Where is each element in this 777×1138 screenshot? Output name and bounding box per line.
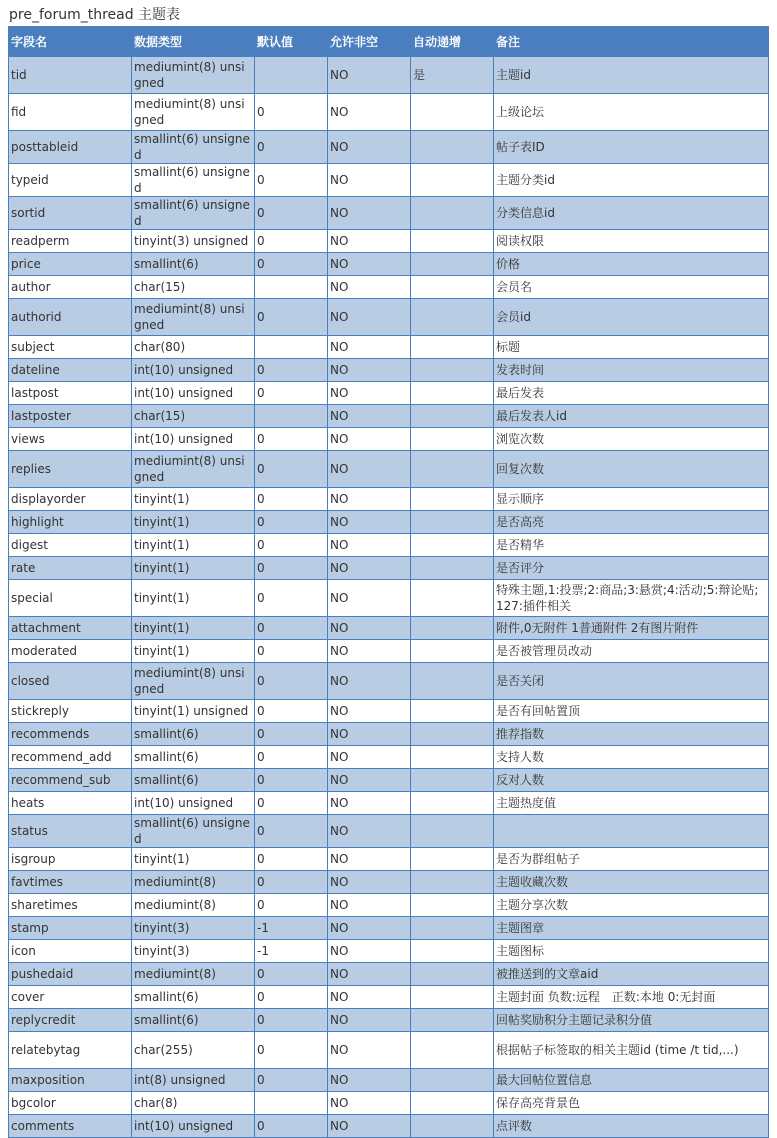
cell-comment: 分类信息id	[494, 197, 769, 230]
document	[8, 0, 768, 1138]
cell-comment: 主题热度值	[494, 792, 769, 815]
cell-field-name: digest	[9, 534, 132, 557]
cell-default: 0	[255, 197, 328, 230]
header-default: 默认值	[255, 27, 328, 57]
cell-comment: 是否关闭	[494, 663, 769, 700]
cell-data-type: smallint(6) unsigned	[132, 815, 255, 848]
cell-default: 0	[255, 792, 328, 815]
cell-comment: 主题分类id	[494, 164, 769, 197]
header-field-name: 字段名	[9, 27, 132, 57]
cell-comment: 是否被管理员改动	[494, 640, 769, 663]
header-data-type: 数据类型	[132, 27, 255, 57]
cell-data-type: tinyint(3)	[132, 940, 255, 963]
cell-data-type: smallint(6) unsigned	[132, 131, 255, 164]
cell-field-name: dateline	[9, 359, 132, 382]
cell-auto-increment	[411, 917, 494, 940]
cell-auto-increment	[411, 94, 494, 131]
cell-default	[255, 405, 328, 428]
cell-nullable: NO	[328, 488, 411, 511]
cell-auto-increment	[411, 253, 494, 276]
cell-comment: 价格	[494, 253, 769, 276]
cell-field-name: favtimes	[9, 871, 132, 894]
cell-data-type: int(10) unsigned	[132, 792, 255, 815]
table-row	[9, 336, 769, 359]
cell-auto-increment	[411, 894, 494, 917]
cell-auto-increment	[411, 451, 494, 488]
cell-data-type: tinyint(3) unsigned	[132, 230, 255, 253]
cell-default: 0	[255, 815, 328, 848]
cell-data-type: smallint(6)	[132, 253, 255, 276]
cell-nullable: NO	[328, 557, 411, 580]
cell-auto-increment	[411, 640, 494, 663]
table-row	[9, 1032, 769, 1069]
cell-field-name: status	[9, 815, 132, 848]
cell-auto-increment	[411, 336, 494, 359]
cell-comment: 特殊主题,1:投票;2:商品;3:悬赏;4:活动;5:辩论贴;127:插件相关	[494, 580, 769, 617]
cell-data-type: int(10) unsigned	[132, 382, 255, 405]
cell-auto-increment	[411, 230, 494, 253]
cell-data-type: smallint(6) unsigned	[132, 164, 255, 197]
table-row	[9, 428, 769, 451]
cell-comment: 保存高亮背景色	[494, 1092, 769, 1115]
cell-nullable: NO	[328, 580, 411, 617]
cell-comment: 帖子表ID	[494, 131, 769, 164]
table-row	[9, 617, 769, 640]
cell-auto-increment	[411, 792, 494, 815]
cell-data-type: char(80)	[132, 336, 255, 359]
table-row	[9, 382, 769, 405]
cell-nullable: NO	[328, 617, 411, 640]
table-row	[9, 640, 769, 663]
table-row	[9, 746, 769, 769]
cell-comment: 点评数	[494, 1115, 769, 1138]
cell-default: 0	[255, 359, 328, 382]
cell-nullable: NO	[328, 769, 411, 792]
cell-default	[255, 276, 328, 299]
cell-comment: 上级论坛	[494, 94, 769, 131]
cell-auto-increment	[411, 940, 494, 963]
table-row	[9, 848, 769, 871]
cell-nullable: NO	[328, 792, 411, 815]
cell-comment: 根据帖子标签取的相关主题id (time /t tid,...)	[494, 1032, 769, 1069]
cell-auto-increment	[411, 1069, 494, 1092]
table-row	[9, 1115, 769, 1138]
cell-nullable: NO	[328, 663, 411, 700]
cell-auto-increment	[411, 963, 494, 986]
cell-comment: 主题图标	[494, 940, 769, 963]
cell-default: 0	[255, 723, 328, 746]
cell-comment: 显示顺序	[494, 488, 769, 511]
cell-nullable: NO	[328, 746, 411, 769]
cell-data-type: mediumint(8)	[132, 963, 255, 986]
header-nullable: 允许非空	[328, 27, 411, 57]
cell-nullable: NO	[328, 94, 411, 131]
table-row	[9, 405, 769, 428]
cell-default: 0	[255, 557, 328, 580]
cell-auto-increment	[411, 871, 494, 894]
cell-field-name: icon	[9, 940, 132, 963]
table-row	[9, 131, 769, 164]
cell-nullable: NO	[328, 1032, 411, 1069]
cell-field-name: views	[9, 428, 132, 451]
cell-auto-increment	[411, 405, 494, 428]
cell-data-type: smallint(6) unsigned	[132, 197, 255, 230]
cell-nullable: NO	[328, 336, 411, 359]
cell-field-name: posttableid	[9, 131, 132, 164]
cell-data-type: int(10) unsigned	[132, 1115, 255, 1138]
table-row	[9, 276, 769, 299]
cell-field-name: stamp	[9, 917, 132, 940]
table-row	[9, 871, 769, 894]
cell-auto-increment	[411, 1092, 494, 1115]
cell-default: 0	[255, 848, 328, 871]
cell-field-name: maxposition	[9, 1069, 132, 1092]
cell-nullable: NO	[328, 700, 411, 723]
cell-field-name: comments	[9, 1115, 132, 1138]
cell-default: 0	[255, 769, 328, 792]
cell-data-type: tinyint(1)	[132, 580, 255, 617]
cell-comment: 主题封面 负数:远程 正数:本地 0:无封面	[494, 986, 769, 1009]
cell-default: -1	[255, 917, 328, 940]
cell-default	[255, 336, 328, 359]
cell-auto-increment	[411, 663, 494, 700]
cell-field-name: price	[9, 253, 132, 276]
table-row	[9, 197, 769, 230]
cell-data-type: int(8) unsigned	[132, 1069, 255, 1092]
cell-comment: 会员名	[494, 276, 769, 299]
cell-default	[255, 1092, 328, 1115]
cell-auto-increment	[411, 1032, 494, 1069]
cell-nullable: NO	[328, 164, 411, 197]
cell-data-type: int(10) unsigned	[132, 428, 255, 451]
table-row	[9, 1069, 769, 1092]
cell-comment: 是否高亮	[494, 511, 769, 534]
cell-comment: 会员id	[494, 299, 769, 336]
cell-auto-increment	[411, 557, 494, 580]
cell-default: 0	[255, 746, 328, 769]
cell-default: 0	[255, 488, 328, 511]
cell-data-type: mediumint(8)	[132, 871, 255, 894]
table-row	[9, 769, 769, 792]
table-row	[9, 534, 769, 557]
cell-comment: 是否有回帖置顶	[494, 700, 769, 723]
cell-field-name: recommend_sub	[9, 769, 132, 792]
cell-nullable: NO	[328, 1115, 411, 1138]
cell-field-name: moderated	[9, 640, 132, 663]
cell-data-type: smallint(6)	[132, 746, 255, 769]
cell-nullable: NO	[328, 230, 411, 253]
cell-nullable: NO	[328, 986, 411, 1009]
table-row	[9, 580, 769, 617]
cell-field-name: typeid	[9, 164, 132, 197]
cell-comment: 附件,0无附件 1普通附件 2有图片附件	[494, 617, 769, 640]
cell-default: -1	[255, 940, 328, 963]
cell-auto-increment	[411, 700, 494, 723]
cell-field-name: closed	[9, 663, 132, 700]
cell-nullable: NO	[328, 963, 411, 986]
cell-default: 0	[255, 663, 328, 700]
cell-auto-increment	[411, 723, 494, 746]
cell-data-type: tinyint(1)	[132, 617, 255, 640]
cell-nullable: NO	[328, 451, 411, 488]
cell-nullable: NO	[328, 197, 411, 230]
table-row	[9, 815, 769, 848]
schema-table	[8, 26, 769, 1138]
cell-auto-increment	[411, 534, 494, 557]
cell-data-type: char(8)	[132, 1092, 255, 1115]
cell-data-type: tinyint(1)	[132, 848, 255, 871]
cell-data-type: tinyint(1) unsigned	[132, 700, 255, 723]
table-row	[9, 299, 769, 336]
cell-field-name: highlight	[9, 511, 132, 534]
cell-field-name: replycredit	[9, 1009, 132, 1032]
cell-default: 0	[255, 511, 328, 534]
cell-default	[255, 57, 328, 94]
cell-nullable: NO	[328, 276, 411, 299]
cell-field-name: recommend_add	[9, 746, 132, 769]
cell-data-type: tinyint(1)	[132, 557, 255, 580]
cell-nullable: NO	[328, 428, 411, 451]
cell-auto-increment	[411, 769, 494, 792]
cell-field-name: cover	[9, 986, 132, 1009]
cell-comment: 主题分享次数	[494, 894, 769, 917]
cell-comment: 主题收藏次数	[494, 871, 769, 894]
cell-nullable: NO	[328, 359, 411, 382]
cell-auto-increment	[411, 746, 494, 769]
table-row	[9, 94, 769, 131]
cell-default: 0	[255, 230, 328, 253]
cell-comment: 最后发表人id	[494, 405, 769, 428]
header-comment: 备注	[494, 27, 769, 57]
table-row	[9, 57, 769, 94]
cell-default: 0	[255, 894, 328, 917]
cell-default: 0	[255, 299, 328, 336]
cell-field-name: readperm	[9, 230, 132, 253]
cell-default: 0	[255, 382, 328, 405]
cell-comment: 主题图章	[494, 917, 769, 940]
table-row	[9, 164, 769, 197]
cell-nullable: NO	[328, 405, 411, 428]
cell-field-name: lastpost	[9, 382, 132, 405]
cell-data-type: mediumint(8) unsigned	[132, 451, 255, 488]
cell-nullable: NO	[328, 815, 411, 848]
cell-default: 0	[255, 1069, 328, 1092]
cell-field-name: replies	[9, 451, 132, 488]
cell-comment: 是否为群组帖子	[494, 848, 769, 871]
cell-field-name: pushedaid	[9, 963, 132, 986]
cell-comment: 发表时间	[494, 359, 769, 382]
cell-data-type: smallint(6)	[132, 1009, 255, 1032]
table-row	[9, 1009, 769, 1032]
cell-field-name: sortid	[9, 197, 132, 230]
table-row	[9, 894, 769, 917]
cell-data-type: tinyint(1)	[132, 511, 255, 534]
cell-comment: 是否精华	[494, 534, 769, 557]
cell-auto-increment	[411, 428, 494, 451]
table-row	[9, 451, 769, 488]
cell-default: 0	[255, 1032, 328, 1069]
cell-auto-increment	[411, 164, 494, 197]
cell-auto-increment	[411, 276, 494, 299]
cell-auto-increment	[411, 131, 494, 164]
cell-data-type: mediumint(8) unsigned	[132, 663, 255, 700]
cell-field-name: lastposter	[9, 405, 132, 428]
table-row	[9, 511, 769, 534]
cell-default: 0	[255, 640, 328, 663]
cell-data-type: tinyint(1)	[132, 640, 255, 663]
cell-data-type: smallint(6)	[132, 986, 255, 1009]
cell-auto-increment	[411, 1009, 494, 1032]
cell-data-type: char(15)	[132, 405, 255, 428]
table-row	[9, 963, 769, 986]
table-row	[9, 1092, 769, 1115]
cell-field-name: subject	[9, 336, 132, 359]
cell-default: 0	[255, 700, 328, 723]
cell-default: 0	[255, 617, 328, 640]
cell-comment: 反对人数	[494, 769, 769, 792]
cell-field-name: authorid	[9, 299, 132, 336]
cell-auto-increment	[411, 986, 494, 1009]
cell-auto-increment: 是	[411, 57, 494, 94]
cell-data-type: int(10) unsigned	[132, 359, 255, 382]
cell-field-name: author	[9, 276, 132, 299]
cell-comment: 主题id	[494, 57, 769, 94]
table-row	[9, 723, 769, 746]
cell-nullable: NO	[328, 917, 411, 940]
cell-default: 0	[255, 963, 328, 986]
cell-comment: 推荐指数	[494, 723, 769, 746]
cell-field-name: special	[9, 580, 132, 617]
table-row	[9, 663, 769, 700]
cell-auto-increment	[411, 382, 494, 405]
cell-nullable: NO	[328, 894, 411, 917]
cell-comment: 浏览次数	[494, 428, 769, 451]
cell-nullable: NO	[328, 940, 411, 963]
cell-default: 0	[255, 1009, 328, 1032]
cell-auto-increment	[411, 815, 494, 848]
header-auto-increment: 自动递增	[411, 27, 494, 57]
cell-data-type: mediumint(8)	[132, 894, 255, 917]
table-row	[9, 230, 769, 253]
cell-auto-increment	[411, 488, 494, 511]
cell-field-name: recommends	[9, 723, 132, 746]
cell-comment: 阅读权限	[494, 230, 769, 253]
cell-default: 0	[255, 871, 328, 894]
cell-nullable: NO	[328, 723, 411, 746]
cell-nullable: NO	[328, 1092, 411, 1115]
cell-nullable: NO	[328, 299, 411, 336]
cell-nullable: NO	[328, 534, 411, 557]
cell-comment: 回复次数	[494, 451, 769, 488]
cell-data-type: smallint(6)	[132, 723, 255, 746]
cell-default: 0	[255, 986, 328, 1009]
cell-default: 0	[255, 580, 328, 617]
cell-field-name: isgroup	[9, 848, 132, 871]
cell-comment: 最后发表	[494, 382, 769, 405]
cell-comment: 回帖奖励积分主题记录积分值	[494, 1009, 769, 1032]
table-row	[9, 557, 769, 580]
cell-field-name: rate	[9, 557, 132, 580]
cell-data-type: mediumint(8) unsigned	[132, 299, 255, 336]
cell-auto-increment	[411, 848, 494, 871]
cell-nullable: NO	[328, 382, 411, 405]
cell-auto-increment	[411, 511, 494, 534]
table-title: pre_forum_thread 主题表	[9, 7, 181, 23]
cell-data-type: tinyint(1)	[132, 534, 255, 557]
cell-default: 0	[255, 94, 328, 131]
cell-auto-increment	[411, 580, 494, 617]
cell-field-name: displayorder	[9, 488, 132, 511]
cell-default: 0	[255, 451, 328, 488]
cell-field-name: fid	[9, 94, 132, 131]
cell-field-name: bgcolor	[9, 1092, 132, 1115]
cell-default: 0	[255, 164, 328, 197]
cell-comment: 标题	[494, 336, 769, 359]
table-row	[9, 986, 769, 1009]
cell-data-type: smallint(6)	[132, 769, 255, 792]
cell-auto-increment	[411, 299, 494, 336]
table-row	[9, 253, 769, 276]
cell-data-type: mediumint(8) unsigned	[132, 57, 255, 94]
table-row	[9, 700, 769, 723]
cell-nullable: NO	[328, 131, 411, 164]
cell-comment: 支持人数	[494, 746, 769, 769]
cell-auto-increment	[411, 359, 494, 382]
table-row	[9, 940, 769, 963]
cell-data-type: char(15)	[132, 276, 255, 299]
cell-auto-increment	[411, 1115, 494, 1138]
cell-field-name: tid	[9, 57, 132, 94]
table-row	[9, 917, 769, 940]
cell-default: 0	[255, 1115, 328, 1138]
table-row	[9, 792, 769, 815]
cell-default: 0	[255, 428, 328, 451]
table-row	[9, 488, 769, 511]
cell-default: 0	[255, 534, 328, 557]
cell-comment: 被推送到的文章aid	[494, 963, 769, 986]
cell-data-type: tinyint(1)	[132, 488, 255, 511]
table-row	[9, 359, 769, 382]
cell-nullable: NO	[328, 1069, 411, 1092]
cell-default: 0	[255, 253, 328, 276]
cell-field-name: sharetimes	[9, 894, 132, 917]
cell-field-name: relatebytag	[9, 1032, 132, 1069]
cell-nullable: NO	[328, 253, 411, 276]
cell-auto-increment	[411, 617, 494, 640]
cell-comment	[494, 815, 769, 848]
cell-data-type: mediumint(8) unsigned	[132, 94, 255, 131]
cell-field-name: attachment	[9, 617, 132, 640]
cell-nullable: NO	[328, 57, 411, 94]
cell-data-type: tinyint(3)	[132, 917, 255, 940]
cell-nullable: NO	[328, 511, 411, 534]
cell-nullable: NO	[328, 640, 411, 663]
cell-comment: 是否评分	[494, 557, 769, 580]
cell-field-name: stickreply	[9, 700, 132, 723]
header-row	[9, 27, 769, 57]
cell-nullable: NO	[328, 871, 411, 894]
cell-field-name: heats	[9, 792, 132, 815]
cell-auto-increment	[411, 197, 494, 230]
cell-default: 0	[255, 131, 328, 164]
cell-nullable: NO	[328, 848, 411, 871]
cell-data-type: char(255)	[132, 1032, 255, 1069]
cell-comment: 最大回帖位置信息	[494, 1069, 769, 1092]
cell-nullable: NO	[328, 1009, 411, 1032]
